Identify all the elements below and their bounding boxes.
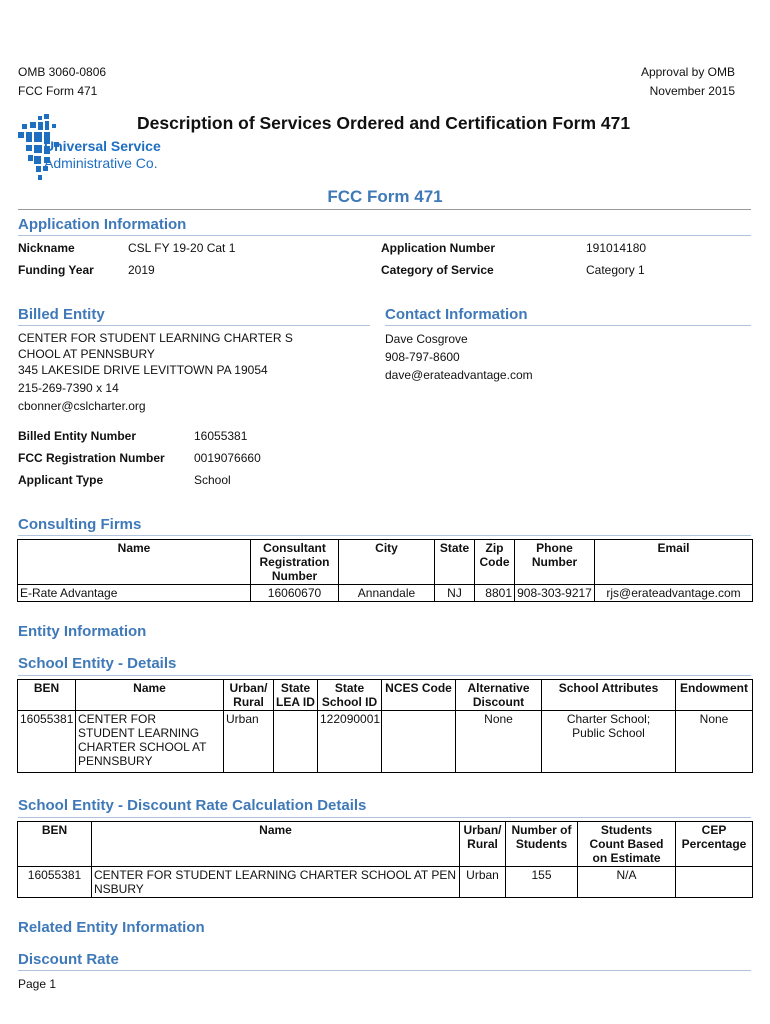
col-header-name: Name — [92, 822, 460, 867]
col-header-zip: Zip Code — [475, 540, 515, 585]
col-header-ben: BEN — [18, 822, 92, 867]
col-header-cep-percentage: CEP Percentage — [676, 822, 753, 867]
col-header-state: State — [435, 540, 475, 585]
contact-email: dave@erateadvantage.com — [385, 368, 533, 382]
cell-state-lea-id — [274, 711, 318, 773]
col-header-name: Name — [76, 680, 224, 711]
section-divider — [18, 235, 751, 236]
nickname-value: CSL FY 19-20 Cat 1 — [128, 241, 236, 255]
col-header-phone: Phone Number — [515, 540, 595, 585]
col-header-number-of-students: Number of Students — [506, 822, 578, 867]
cell-zip: 8801 — [475, 585, 515, 602]
cell-name: CENTER FOR STUDENT LEARNING CHARTER SCHOOL AT PENNSBURY — [76, 711, 224, 773]
contact-name: Dave Cosgrove — [385, 332, 468, 346]
funding-year-label: Funding Year — [18, 263, 94, 277]
col-header-state-school-id: State School ID — [318, 680, 382, 711]
section-divider — [385, 325, 751, 326]
col-header-urban-rural: Urban/ Rural — [224, 680, 274, 711]
discount-rate-calculation-table — [17, 821, 753, 898]
section-divider — [18, 970, 751, 971]
cell-email: rjs@erateadvantage.com — [595, 585, 753, 602]
table-row — [18, 585, 753, 602]
cell-cep-percentage — [676, 867, 753, 898]
billed-entity-phone: 215-269-7390 x 14 — [18, 381, 119, 395]
section-discount-rate: Discount Rate — [18, 951, 119, 968]
fcc-registration-value: 0019076660 — [194, 451, 261, 465]
section-related-entity-information: Related Entity Information — [18, 919, 205, 936]
cell-students-count-estimate: N/A — [578, 867, 676, 898]
category-label: Category of Service — [381, 263, 494, 277]
section-application-information: Application Information — [18, 216, 187, 233]
form-date: November 2015 — [649, 84, 735, 98]
fcc-form-heading: FCC Form 471 — [327, 187, 443, 206]
billed-entity-number-label: Billed Entity Number — [18, 429, 137, 443]
cell-number-of-students: 155 — [506, 867, 578, 898]
col-header-urban-rural: Urban/ Rural — [460, 822, 506, 867]
page-title: Description of Services Ordered and Certification Form 471 — [137, 113, 631, 133]
col-header-nces-code: NCES Code — [382, 680, 456, 711]
application-number-value: 191014180 — [586, 241, 647, 255]
cell-school-attributes: Charter School; Public School — [542, 711, 676, 773]
header-divider — [18, 209, 751, 210]
col-header-name: Name — [18, 540, 251, 585]
page-number: Page 1 — [18, 977, 57, 991]
omb-approval: Approval by OMB — [640, 65, 735, 79]
section-school-entity-details: School Entity - Details — [18, 655, 177, 672]
school-entity-details-table — [17, 679, 753, 773]
cell-ben: 16055381 — [18, 867, 92, 898]
application-number-label: Application Number — [381, 241, 496, 255]
cell-phone: 908-303-9217 — [515, 585, 595, 602]
billed-entity-email: cbonner@cslcharter.org — [18, 399, 146, 413]
billed-entity-name-line1: CENTER FOR STUDENT LEARNING CHARTER S — [18, 331, 293, 345]
table-header-row — [18, 540, 753, 585]
section-discount-rate-calculation: School Entity - Discount Rate Calculation Details — [18, 797, 367, 814]
cell-urban-rural: Urban — [460, 867, 506, 898]
cell-nces-code — [382, 711, 456, 773]
cell-alternative-discount: None — [456, 711, 542, 773]
col-header-students-count-estimate: Students Count Based on Estimate — [578, 822, 676, 867]
section-divider — [18, 675, 751, 676]
section-divider — [18, 817, 751, 818]
section-entity-information: Entity Information — [18, 623, 147, 640]
applicant-type-label: Applicant Type — [18, 473, 104, 487]
nickname-label: Nickname — [18, 241, 75, 255]
cell-registration: 16060670 — [251, 585, 339, 602]
col-header-state-lea-id: State LEA ID — [274, 680, 318, 711]
col-header-alternative-discount: Alternative Discount — [456, 680, 542, 711]
cell-endowment: None — [676, 711, 753, 773]
table-header-row — [18, 680, 753, 711]
billed-entity-address: 345 LAKESIDE DRIVE LEVITTOWN PA 19054 — [18, 363, 268, 377]
billed-entity-number-value: 16055381 — [194, 429, 248, 443]
form-number: FCC Form 471 — [18, 84, 98, 98]
cell-name: CENTER FOR STUDENT LEARNING CHARTER SCHOOL AT PEN NSBURY — [92, 867, 460, 898]
table-row — [18, 867, 753, 898]
section-divider — [18, 535, 751, 536]
category-value: Category 1 — [586, 263, 645, 277]
cell-state-school-id: 122090001 — [318, 711, 382, 773]
logo-text-line1: Universal Service — [44, 138, 161, 154]
col-header-city: City — [339, 540, 435, 585]
consulting-firms-table — [17, 539, 753, 602]
table-row — [18, 711, 753, 773]
funding-year-value: 2019 — [128, 263, 155, 277]
section-contact-information: Contact Information — [385, 306, 528, 323]
col-header-email: Email — [595, 540, 753, 585]
cell-ben: 16055381 — [18, 711, 76, 773]
col-header-school-attributes: School Attributes — [542, 680, 676, 711]
col-header-ben: BEN — [18, 680, 76, 711]
billed-entity-name-line2: CHOOL AT PENNSBURY — [18, 347, 155, 361]
fcc-registration-label: FCC Registration Number — [18, 451, 165, 465]
table-header-row — [18, 822, 753, 867]
applicant-type-value: School — [194, 473, 231, 487]
cell-city: Annandale — [339, 585, 435, 602]
section-billed-entity: Billed Entity — [18, 306, 105, 323]
section-divider — [18, 325, 370, 326]
section-consulting-firms: Consulting Firms — [18, 516, 142, 533]
col-header-registration: Consultant Registration Number — [251, 540, 339, 585]
cell-name: E-Rate Advantage — [18, 585, 251, 602]
col-header-endowment: Endowment — [676, 680, 753, 711]
contact-phone: 908-797-8600 — [385, 350, 460, 364]
cell-urban-rural: Urban — [224, 711, 274, 773]
cell-state: NJ — [435, 585, 475, 602]
logo-text-line2: Administrative Co. — [44, 155, 158, 171]
omb-number: OMB 3060-0806 — [18, 65, 107, 79]
